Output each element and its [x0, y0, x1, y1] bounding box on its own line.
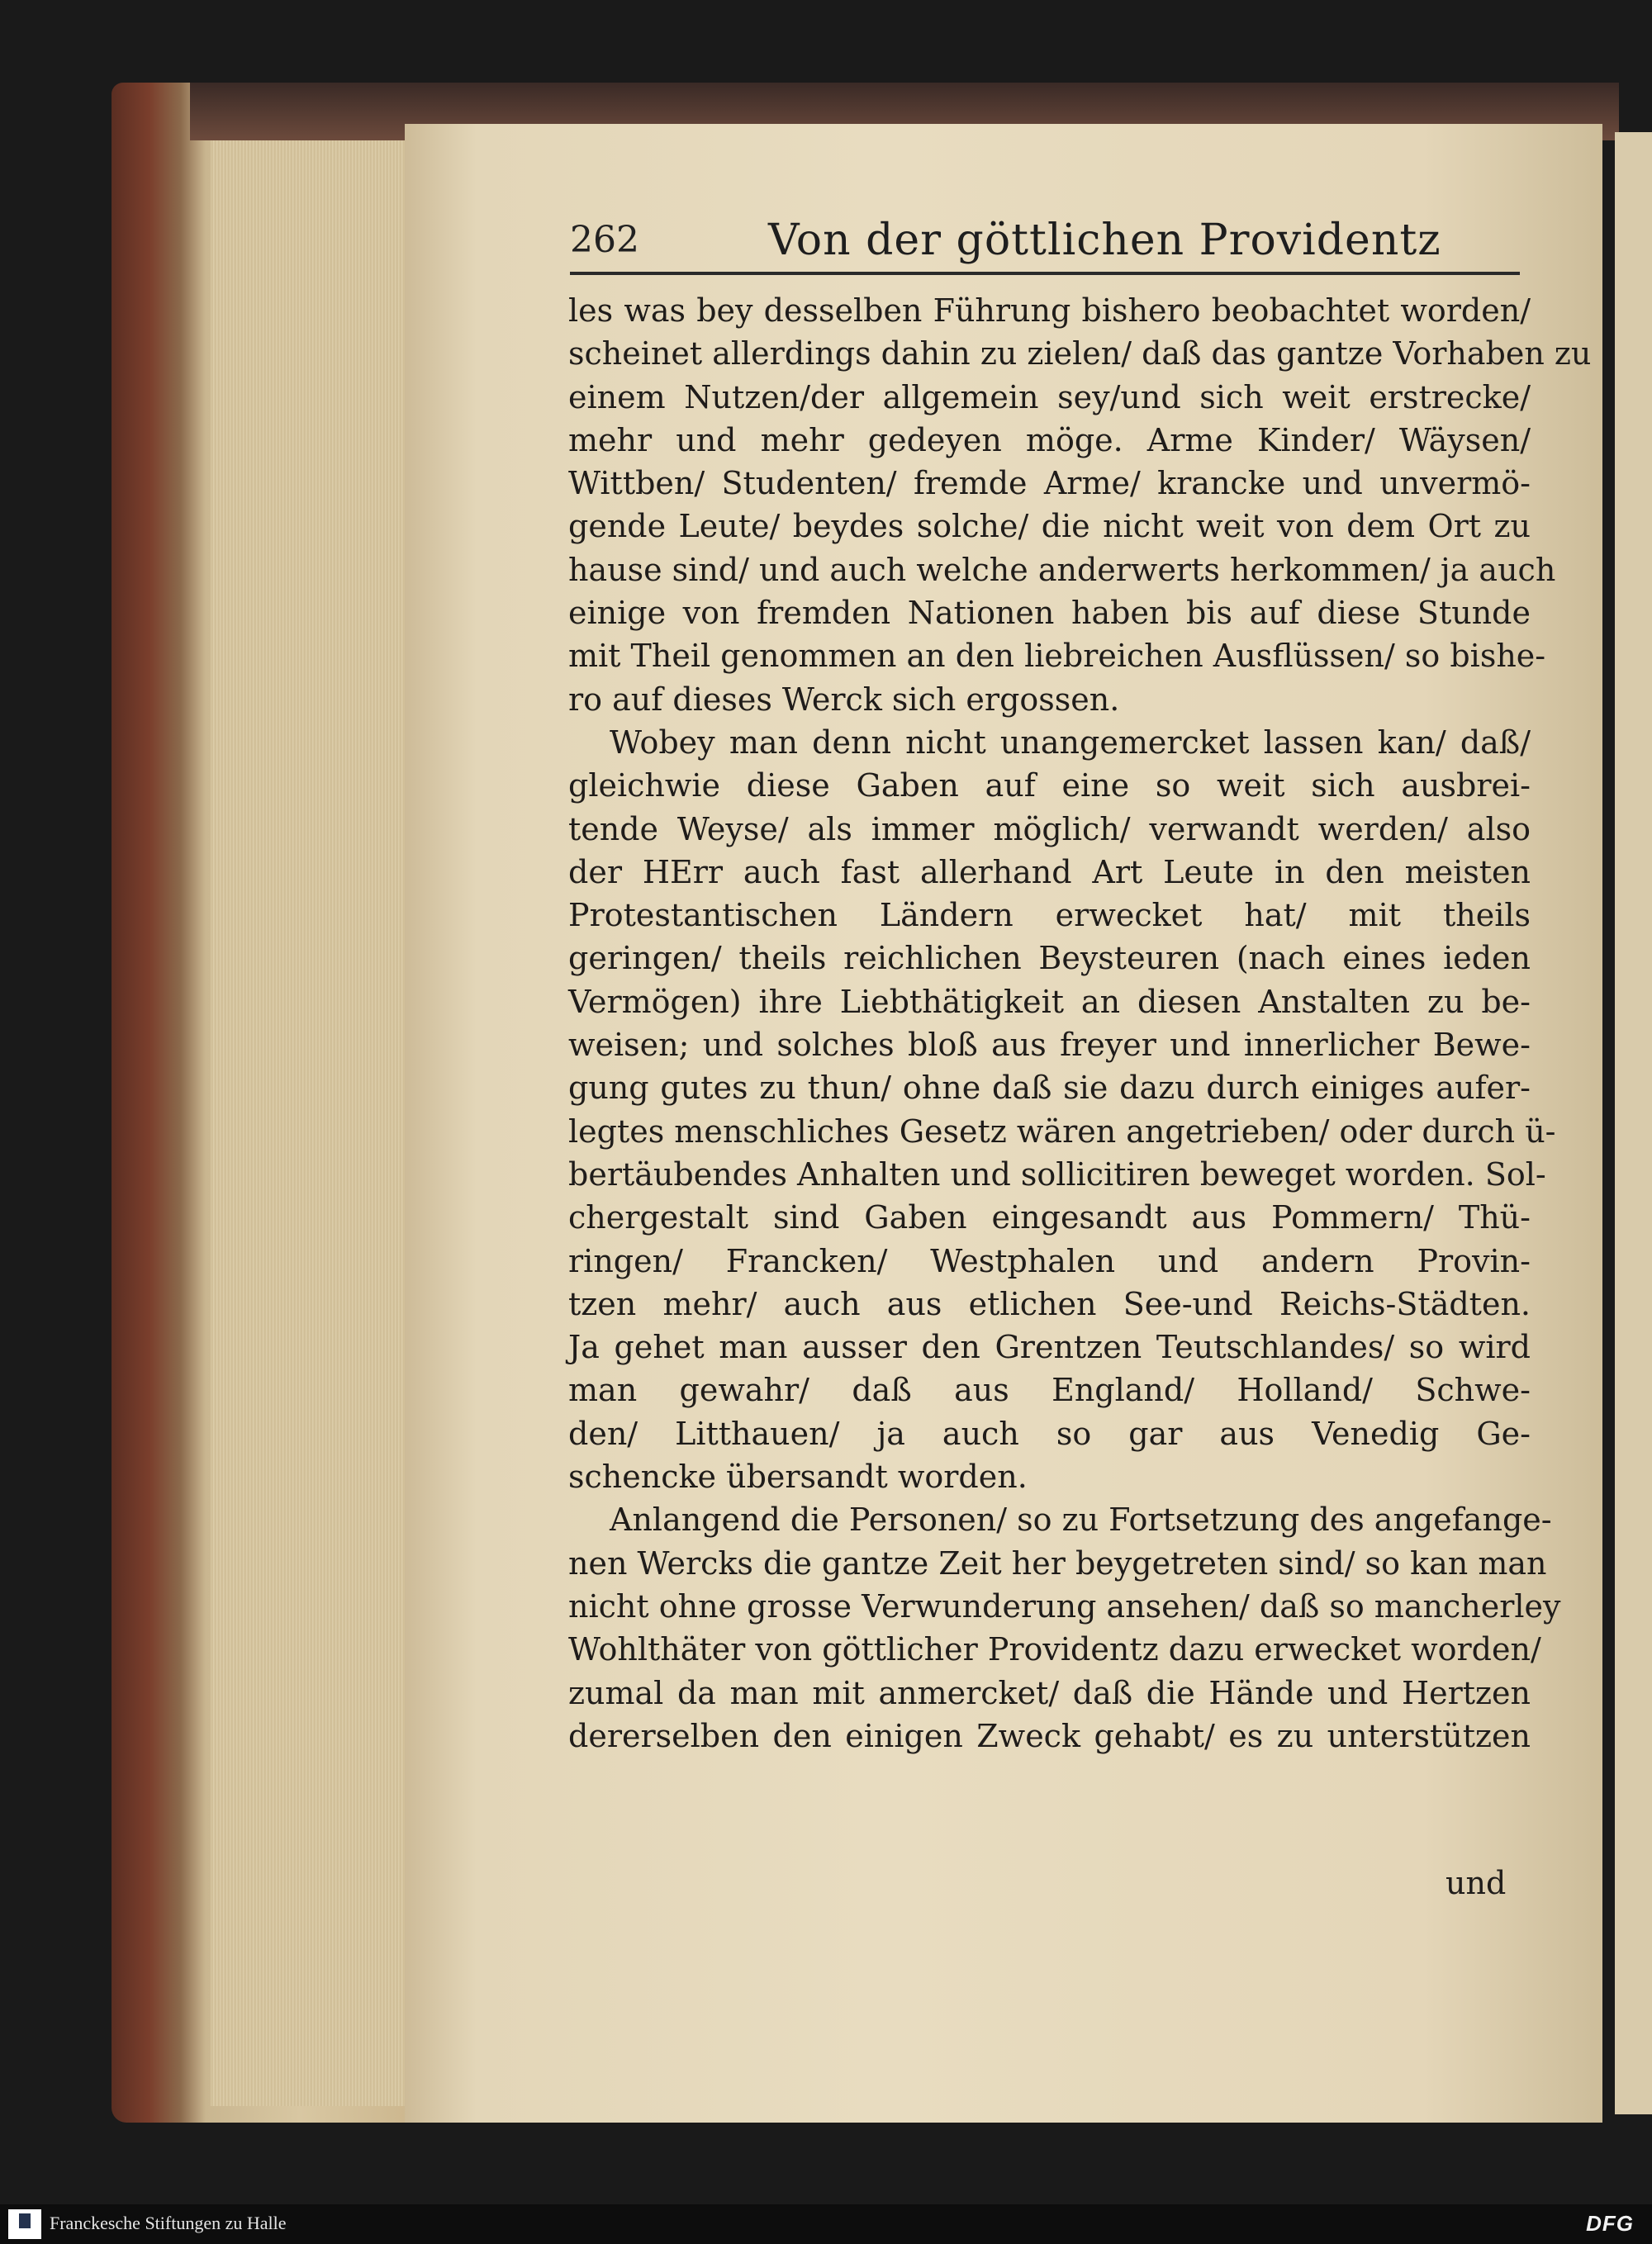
- text-line: gung gutes zu thun/ ohne daß sie dazu durch einiges aufer-: [568, 1070, 1531, 1107]
- text-line: weisen; und solches bloß aus freyer und innerlicher Bewe-: [568, 1027, 1531, 1064]
- text-line: einige von fremden Nationen haben bis auf diese Stunde: [568, 595, 1531, 632]
- text-line: dererselben den einigen Zweck gehabt/ es zu unterstützen: [568, 1717, 1531, 1754]
- text-line: einem Nutzen/der allgemein sey/und sich weit erstrecke/: [568, 378, 1531, 415]
- text-line: ro auf dieses Werck sich ergossen.: [568, 681, 1120, 718]
- text-line: ringen/ Francken/ Westphalen und andern Provin-: [568, 1242, 1531, 1279]
- text-line: bertäubendes Anhalten und sollicitiren beweget worden. Sol-: [568, 1155, 1546, 1193]
- running-head: Von der göttlichen Providentz: [768, 216, 1441, 265]
- text-line: tende Weyse/ als immer möglich/ verwandt werden/ also: [568, 810, 1531, 847]
- text-line: zumal da man mit anmercket/ daß die Hände und Hertzen: [568, 1674, 1531, 1711]
- text-line: gende Leute/ beydes solche/ die nicht weit von dem Ort zu: [568, 508, 1531, 545]
- text-line: nen Wercks die gantze Zeit her beygetreten sind/ so kan man: [568, 1544, 1547, 1582]
- text-line: legtes menschliches Gesetz wären angetrieben/ oder durch ü-: [568, 1113, 1556, 1150]
- page-number: 262: [570, 219, 639, 261]
- text-line: Ja gehet man ausser den Grentzen Teutschlandes/ so wird: [568, 1329, 1531, 1366]
- viewer-footer: [0, 2204, 1652, 2244]
- dfg-logo: DFG: [1586, 2211, 1634, 2236]
- text-line: hause sind/ und auch welche anderwerts herkommen/ ja auch: [568, 551, 1556, 588]
- text-line: Anlangend die Personen/ so zu Fortsetzung des angefange-: [610, 1502, 1552, 1539]
- text-line: tzen mehr/ auch aus etlichen See-und Reichs-Städten.: [568, 1285, 1531, 1322]
- text-line: der HErr auch fast allerhand Art Leute in den meisten: [568, 853, 1531, 890]
- book-fore-edge: [112, 83, 425, 2123]
- page-header: [570, 216, 1528, 277]
- text-line: Wittben/ Studenten/ fremde Arme/ krancke und unvermö-: [568, 465, 1531, 502]
- text-line: nicht ohne grosse Verwunderung ansehen/ daß so mancherley: [568, 1587, 1561, 1625]
- text-line: chergestalt sind Gaben eingesandt aus Pommern/ Thü-: [568, 1199, 1531, 1236]
- text-line: man gewahr/ daß aus England/ Holland/ Schwe-: [568, 1372, 1531, 1409]
- text-line: scheinet allerdings dahin zu zielen/ daß das gantze Vorhaben zu: [568, 335, 1592, 372]
- text-line: Wobey man denn nicht unangemercket lassen kan/ daß/: [610, 723, 1531, 761]
- institution-label: Franckesche Stiftungen zu Halle: [50, 2213, 287, 2233]
- text-line: schencke übersandt worden.: [568, 1459, 1028, 1496]
- header-rule: [570, 272, 1520, 275]
- text-line: gleichwie diese Gaben auf eine so weit sich ausbrei-: [568, 767, 1531, 804]
- text-line: les was bey desselben Führung bishero beobachtet worden/: [568, 292, 1531, 329]
- body-text: [568, 289, 1592, 1758]
- text-line: Vermögen) ihre Liebthätigkeit an diesen Anstalten zu be-: [568, 983, 1531, 1020]
- text-line: mit Theil genommen an den liebreichen Ausflüssen/ so bishe-: [568, 638, 1546, 675]
- page-leaves: [211, 107, 409, 2106]
- text-line: mehr und mehr gedeyen möge. Arme Kinder/ Wäysen/: [568, 421, 1531, 458]
- text-line: den/ Litthauen/ ja auch so gar aus Venedig Ge-: [568, 1415, 1531, 1452]
- text-line: Wohlthäter von göttlicher Providentz dazu erwecket worden/: [568, 1631, 1541, 1668]
- institution-logo-icon: [8, 2209, 41, 2239]
- text-line: geringen/ theils reichlichen Beysteuren (nach eines ieden: [568, 940, 1531, 977]
- text-line: Protestantischen Ländern erwecket hat/ mit theils: [568, 897, 1531, 934]
- facing-page-edge: [1615, 132, 1652, 2114]
- catchword: und: [1446, 1865, 1507, 1901]
